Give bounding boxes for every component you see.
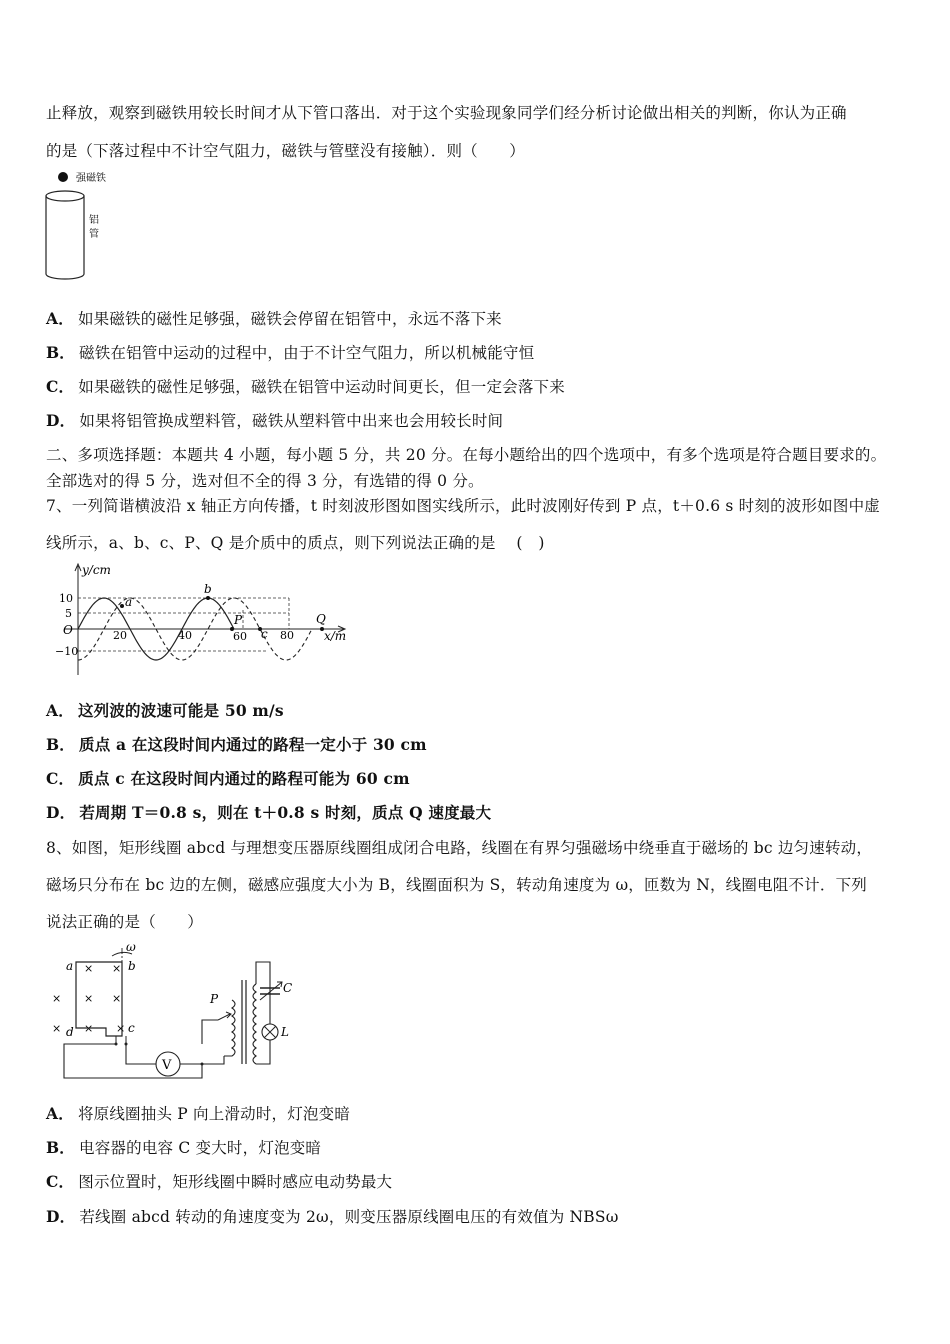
q8-stem-line-1: 8、如图，矩形线圈 abcd 与理想变压器原线圈组成闭合电路，线圈在有界匀强磁场中绕垂直于磁场的 bc 边匀速转动， [46, 839, 873, 857]
tube-top [46, 191, 84, 201]
aluminum-tube-figure [40, 168, 120, 284]
q7-stem-line-1: 7、一列简谐横波沿 x 轴正方向传播，t 时刻波形图如图实线所示，此时波刚好传到 P 点，t＋0.6 s 时刻的波形如图中虚 [46, 497, 880, 515]
q6-stem-line-1: 止释放，观察到磁铁用较长时间才从下管口落出．对于这个实验现象同学们经分析讨论做出相关的判断，你认为正确 [46, 104, 847, 122]
secondary-coil [253, 984, 256, 1064]
q7-option-b: B． 质点 a 在这段时间内通过的路程一定小于 30 cm [46, 735, 427, 754]
svg-text:×: × [52, 1022, 62, 1035]
x-tick-80: 80 [280, 629, 294, 642]
capacitor-label: C [283, 981, 293, 995]
point-c-label: c [261, 627, 268, 641]
tap-label: P [210, 992, 219, 1006]
corner-b: b [128, 959, 136, 973]
tube-label-2: 管 [89, 229, 99, 240]
q6-option-a: A． 如果磁铁的磁性足够强，磁铁会停留在铝管中，永远不落下来 [46, 309, 502, 328]
x-tick-20: 20 [113, 629, 127, 642]
q8-option-c: C． 图示位置时，矩形线圈中瞬时感应电动势最大 [46, 1172, 393, 1191]
q8-option-a: A． 将原线圈抽头 P 向上滑动时，灯泡变暗 [46, 1104, 351, 1123]
wire-to-primary [202, 1020, 224, 1064]
y-tick-5: 5 [65, 607, 72, 620]
y-tick-10: 10 [59, 592, 73, 605]
x-axis-label: x/m [324, 629, 347, 643]
omega-label: ω [126, 940, 136, 954]
magnet-icon [58, 172, 68, 182]
svg-text:×: × [52, 992, 62, 1005]
svg-text:×: × [112, 962, 122, 975]
svg-text:×: × [84, 962, 94, 975]
lamp-label: L [281, 1025, 289, 1039]
point-b-label: b [204, 582, 212, 596]
wire-left [64, 1044, 154, 1078]
q8-stem-line-3: 说法正确的是（ ） [46, 913, 204, 931]
x-tick-60: 60 [233, 630, 247, 643]
y-tick-neg10: −10 [55, 645, 79, 658]
secondary-circuit [256, 962, 270, 1064]
svg-text:×: × [116, 1022, 126, 1035]
q6-option-d: D． 如果将铝管换成塑料管，磁铁从塑料管中出来也会用较长时间 [46, 411, 504, 430]
circuit-figure [46, 940, 306, 1085]
q8-stem-line-2: 磁场只分布在 bc 边的左侧，磁感应强度大小为 B，线圈面积为 S，转动角速度为 ω，匝数为 N，线圈电阻不计．下列 [46, 876, 867, 894]
point-a-label: a [125, 595, 133, 609]
svg-text:×: × [112, 992, 122, 1005]
corner-c: c [128, 1021, 135, 1035]
q7-option-a: A． 这列波的波速可能是 50 m/s [46, 701, 284, 720]
q6-option-b: B． 磁铁在铝管中运动的过程中，由于不计空气阻力，所以机械能守恒 [46, 343, 535, 362]
section-2-heading: 二、多项选择题：本题共 4 小题，每小题 5 分，共 20 分。在每小题给出的四个选项中，有多个选项是符合题目要求的。 [46, 446, 887, 464]
q6-stem-line-2: 的是（下落过程中不计空气阻力，磁铁与管壁没有接触）．则（ ） [46, 142, 525, 160]
section-2-rules: 全部选对的得 5 分，选对但不全的得 3 分，有选错的得 0 分。 [46, 472, 484, 490]
svg-text:×: × [84, 1022, 94, 1035]
voltmeter-label: V [162, 1058, 172, 1073]
point-q [320, 627, 324, 631]
point-a [120, 604, 124, 608]
y-axis-label: y/cm [82, 563, 111, 577]
tube-bottom [46, 274, 84, 279]
q8-option-d: D． 若线圈 abcd 转动的角速度变为 2ω，则变压器原线圈电压的有效值为 NBSω [46, 1207, 619, 1226]
secondary-branch [256, 962, 270, 1064]
point-p [230, 627, 234, 631]
point-b [206, 596, 210, 600]
x-tick-40: 40 [178, 629, 192, 642]
capacitor-variable-arrow [260, 982, 282, 1000]
q6-option-c: C． 如果磁铁的磁性足够强，磁铁在铝管中运动时间更长，但一定会落下来 [46, 377, 565, 396]
magnet-label: 强磁铁 [76, 173, 106, 184]
q7-option-d: D． 若周期 T＝0.8 s，则在 t＋0.8 s 时刻，质点 Q 速度最大 [46, 803, 492, 822]
corner-a: a [66, 959, 74, 973]
tube-label-1: 铝 [89, 215, 99, 226]
svg-text:×: × [84, 992, 94, 1005]
origin-label: O [63, 623, 73, 637]
q8-option-b: B． 电容器的电容 C 变大时，灯泡变暗 [46, 1138, 322, 1157]
field-marks [52, 962, 125, 1035]
primary-coil [224, 1000, 235, 1056]
point-q-label: Q [316, 612, 326, 626]
tap-arrow [218, 1012, 231, 1020]
wave-figure [44, 560, 364, 680]
corner-d: d [66, 1025, 74, 1039]
point-p-label: P [234, 613, 243, 627]
q7-option-c: C． 质点 c 在这段时间内通过的路程可能为 60 cm [46, 769, 410, 788]
q7-stem-line-2: 线所示，a、b、c、P、Q 是介质中的质点，则下列说法正确的是 ( ) [46, 534, 545, 552]
